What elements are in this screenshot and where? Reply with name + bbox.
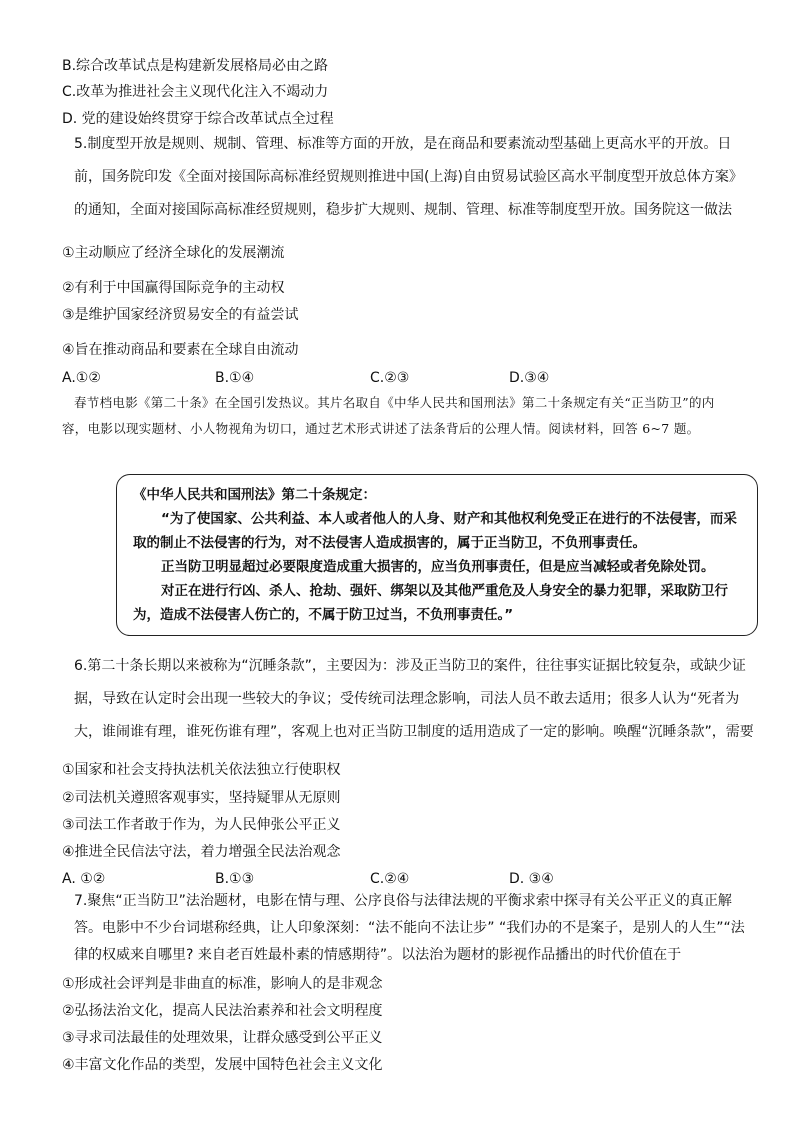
q4-option-b: B.综合改革试点是构建新发展格局必由之路 [62,58,329,74]
q4-option-d: D. 党的建设始终贯穿于综合改革试点全过程 [62,111,334,127]
q6-stem: 6.第二十条长期以来被称为“沉睡条款”，主要因为：涉及正当防卫的案件，往往事实证据比较复杂，或缺少证据，导致在认定时会出现一些较大的争议；受传统司法理念影响，司法人员不敢去适用；很多人认为“死者为大，谁闹谁有理，谁死伤谁有理”，客观上也对正当防卫制度的适用造成了一定的影响。唤醒“沉睡条款”，需要 [74,658,754,740]
q7-item-4: ④丰富文化作品的类型，发展中国特色社会主义文化 [62,1057,383,1073]
law-box-title: 《中华人民共和国刑法》第二十条规定： [133,487,376,503]
q5-answer-b[interactable]: B.①④ [215,370,255,386]
q6-answer-b[interactable]: B.①③ [215,871,255,887]
q5-answer-a[interactable]: A.①② [62,370,101,386]
q6-item-2: ②司法机关遵照客观事实，坚持疑罪从无原则 [62,790,341,806]
law-box-para-2: 正当防卫明显超过必要限度造成重大损害的，应当负刑事责任，但是应当减轻或者免除处罚。 [161,559,715,575]
q5-answer-c[interactable]: C.②③ [370,370,410,386]
q7-item-3: ③寻求司法最佳的处理效果，让群众感受到公平正义 [62,1030,383,1046]
q6-answer-a[interactable]: A. ①② [62,871,106,887]
q4-option-c: C.改革为推进社会主义现代化注入不竭动力 [62,84,329,100]
q5-stem: 5.制度型开放是规则、规制、管理、标准等方面的开放，是在商品和要素流动型基础上更高水平的开放。日前，国务院印发《全面对接国际高标准经贸规则推进中国(上海)自由贸易试验区高水平制度型开放总体方案》的通知，全面对接国际高标准经贸规则，稳步扩大规则、规制、管理、标准等制度型开放。国务院这一做法 [74,136,743,218]
reading-intro: 春节档电影《第二十条》在全国引发热议。其片名取自《中华人民共和国刑法》第二十条规定有关“正当防卫”的内容，电影以现实题材、小人物视角为切口，通过艺术形式讲述了法条背后的公理人情。阅读材料，回答 6~7 题。 [62,395,715,436]
law-box-para-3: 对正在进行行凶、杀人、抢劫、强奸、绑架以及其他严重危及人身安全的暴力犯罪，采取防卫行为，造成不法侵害人伤亡的，不属于防卫过当，不负刑事责任。” [133,583,728,623]
q6-answer-d[interactable]: D. ③④ [509,871,554,887]
q6-item-4: ④推进全民信法守法，着力增强全民法治观念 [62,844,341,860]
q5-item-1: ①主动顺应了经济全球化的发展潮流 [62,245,285,261]
law-excerpt-box [116,474,758,636]
q6-item-3: ③司法工作者敢于作为，为人民伸张公平正义 [62,817,341,833]
law-box-para-1: “为了使国家、公共利益、本人或者他人的人身、财产和其他权利免受正在进行的不法侵害，而采取的制止不法侵害的行为，对不法侵害人造成损害的，属于正当防卫，不负刑事责任。 [133,511,737,551]
q5-item-4: ④旨在推动商品和要素在全球自由流动 [62,342,299,358]
q7-item-1: ①形成社会评判是非曲直的标准，影响人的是非观念 [62,976,383,992]
q5-item-3: ③是维护国家经济贸易安全的有益尝试 [62,307,299,323]
q6-item-1: ①国家和社会支持执法机关依法独立行使职权 [62,762,341,778]
q7-stem: 7.聚焦“正当防卫”法治题材，电影在情与理、公序良俗与法律法规的平衡求索中探寻有关公平正义的真正解答。电影中不少台词堪称经典，让人印象深刻：“法不能向不法让步” “我们办的不是案子，是别人的人生”“法律的权威来自哪里? 来自老百姓最朴素的情感期待”。以法治为题材的影视作品播出的时代价值在于 [74,893,745,963]
q5-answer-d[interactable]: D.③④ [509,370,550,386]
q7-item-2: ②弘扬法治文化，提高人民法治素养和社会文明程度 [62,1003,383,1019]
q6-answer-c[interactable]: C.②④ [370,871,410,887]
q5-item-2: ②有利于中国赢得国际竞争的主动权 [62,280,285,296]
